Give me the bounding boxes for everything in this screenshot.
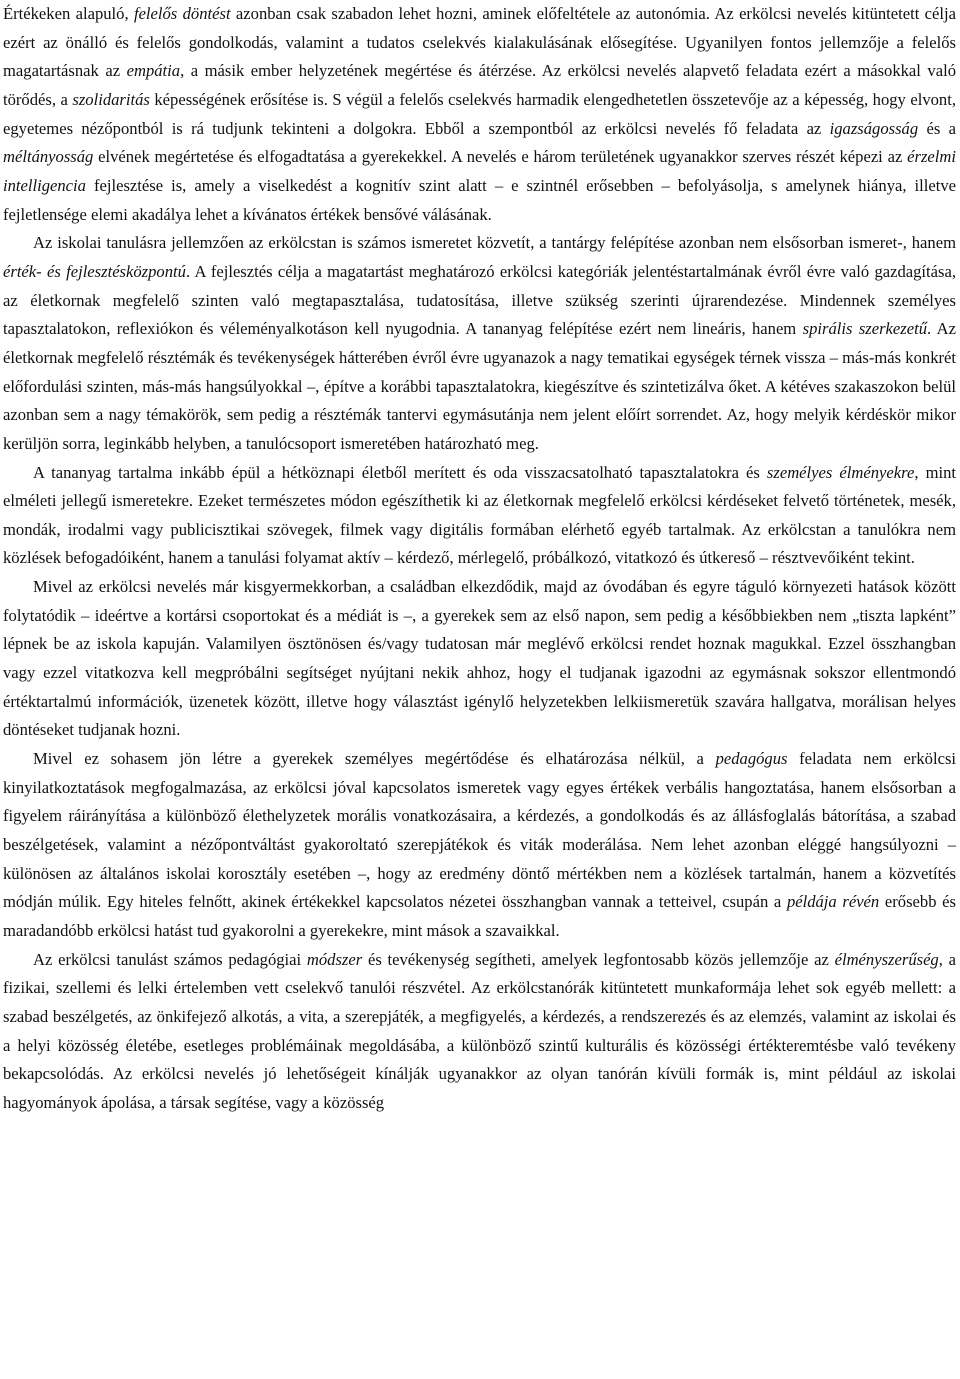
text-run: Az iskolai tanulásra jellemzően az erkölcstan is számos ismeretet közvetít, a tantárgy felépítése azonban nem elsősorban ismeret-, hanem	[33, 233, 956, 253]
emphasized-text: érték- és fejlesztésközpontú	[3, 261, 186, 281]
text-run: A tananyag tartalma inkább épül a hétköznapi életből merített és oda visszacsatolható tapasztalatokra és	[33, 462, 767, 482]
emphasized-text: módszer	[306, 949, 363, 969]
body-paragraph	[3, 459, 956, 574]
text-run: . A fejlesztés célja a magatartást meghatározó erkölcsi kategóriák jelentéstartalmának évről évre való gazdagítása, az életkornak megfelelő szinten való megtapasztalása, tudatosítása, illetve szükség szerinti újrarendezése. Mindennek személyes tapasztalatokon, reflexiókon és véleményalkotáson kell nyugodnia. A tananyag felépítése ezért nem lineáris, hanem	[3, 261, 956, 339]
text-run: elvének megértetése és elfogadtatása a gyerekekkel. A nevelés e három területének ugyanakkor szerves részét képezi az	[93, 147, 908, 167]
text-run: . Az életkornak megfelelő résztémák és tevékenységek hátterében évről évre ugyanazok a nagy tematikai egységek térnek vissza – más-más konkrét előfordulási szinten, más-más hangsúlyokkal –, építve a korábbi tapasztalatokra, kiegészítve és szintetizálva őket. A kétéves szakaszokon belül azonban sem a nagy témakörök, sem pedig a résztémák tantervi egymásutánja nem jelent előírt sorrendet. Az, hogy melyik kérdéskör mikor kerüljön sorra, leginkább helyben, a tanulócsoport ismeretében határozható meg.	[3, 319, 956, 453]
emphasized-text: méltányosság	[3, 147, 94, 167]
text-run: képességének erősítése is. S végül a felelős cselekvés harmadik elengedhetetlen összetevője az a képesség, hogy elvont, egyetemes nézőpontból is rá tudjunk tekinteni a dolgokra. Ebből a szempontból az erkölcsi nevelés fő feladata az	[3, 89, 956, 138]
text-run: Mivel ez sohasem jön létre a gyerekek személyes megértődése és elhatározása nélkül, a	[33, 749, 716, 769]
emphasized-text: spirális szerkezetű	[802, 319, 928, 339]
text-run: erősebb és maradandóbb erkölcsi hatást tud gyakorolni a gyerekekre, mint mások a szavaikkal.	[3, 892, 956, 940]
body-paragraph	[3, 745, 956, 946]
text-run: , mint elméleti jellegű ismeretekre. Ezeket természetes módon egészíthetik ki az életkornak megfelelő erkölcsi kérdéseket felvető történetek, mesék, mondák, irodalmi vagy publicisztikai szövegek, filmek vagy digitális formában elérhető egyéb tartalmak. Az erkölcstan a tanulókra nem közlések befogadóiként, hanem a tanulási folyamat aktív – kérdező, mérlegelő, próbálkozó, vitatkozó és útkereső – résztvevőiként tekint.	[3, 462, 956, 568]
emphasized-text: igazságosság	[829, 118, 919, 138]
text-run: fejlesztése is, amely a viselkedést a kognitív szint alatt – e szintnél erősebben – befolyásolja, s amelynek hiánya, illetve fejletlensége elemi akadálya lehet a kívánatos értékek bensővé válásának.	[3, 175, 956, 224]
emphasized-text: személyes élményekre	[766, 462, 915, 482]
emphasized-text: empátia	[126, 61, 181, 81]
text-run: feladata nem erkölcsi kinyilatkoztatások megfogalmazása, az erkölcsi jóval kapcsolatos ismeretek vagy egyes értékek verbális hangoztatása, hanem elsősorban a figyelem ráirányítása a különböző élethelyzetek morális vonatkozásaira, a kérdezés, a gondolkodás és az állásfoglalás bátorítása, a szabad beszélgetések, valamint a nézőpontváltást gyakoroltató szerepjátékok és viták moderálása. Nem lehet azonban eléggé hangsúlyozni – különösen az általános iskolai korosztály esetében –, hogy az eredmény döntő mértékben nem a közlések tartalmán, hanem a közvetítés módján múlik. Egy hiteles felnőtt, akinek értékekkel kapcsolatos nézetei összhangban vannak a tetteivel, csupán a	[3, 749, 957, 912]
emphasized-text: élményszerűség	[834, 949, 939, 969]
text-run: és a	[918, 118, 956, 138]
emphasized-text: felelős döntést	[133, 4, 231, 23]
body-paragraph	[3, 229, 956, 458]
emphasized-text: példája révén	[786, 892, 880, 912]
text-run: azonban csak szabadon lehet hozni, aminek előfeltétele az autonómia. Az erkölcsi nevelés kitüntetett célja ezért az önálló és felelős gondolkodás, valamint a tudatos cselekvés kialakulásának elősegítése. Ugyanilyen fontos jellemzője a felelős magatartásnak az	[3, 4, 956, 81]
text-run: és tevékenység segítheti, amelyek legfontosabb közös jellemzője az	[362, 949, 835, 969]
body-paragraph	[3, 573, 956, 745]
text-run: Értékeken alapuló,	[3, 4, 134, 23]
emphasized-text: érzelmi intelligencia	[3, 147, 956, 195]
body-paragraph	[3, 946, 956, 1118]
text-run: , a fizikai, szellemi és lelki értelemben vett cselekvő tanulói részvétel. Az erkölcstanórák kitüntetett munkaformája lehet sok egyéb mellett: a szabad beszélgetés, az önkifejező alkotás, a vita, a szerepjáték, a megfigyelés, a kérdezés, a rendszerezés és az elemzés, valamint az iskolai és a helyi közösség életébe, esetleges problémáinak megoldásába, a különböző szintű kulturális és közösségi értékteremtésbe való tevékeny bekapcsolódás. Az erkölcsi nevelés jó lehetőségeit kínálják ugyanakkor az olyan tanórán kívüli formák is, mint például az iskolai hagyományok ápolása, a társak segítése, vagy a közösség	[3, 949, 956, 1112]
body-paragraph	[3, 0, 956, 229]
text-run: Mivel az erkölcsi nevelés már kisgyermekkorban, a családban elkezdődik, majd az óvodában és egyre táguló környezeti hatások között folytatódik – ideértve a kortársi csoportokat és a médiát is –, a gyerekek sem az első napon, sem pedig a későbbiekben nem „tiszta lapként” lépnek be az iskola kapuján. Valamilyen ösztönösen és/vagy tudatosan már meglévő erkölcsi rendet hoznak magukkal. Ezzel összhangban vagy ezzel vitatkozva kell megpróbálni segítséget nyújtani nekik ahhoz, hogy el tudjanak igazodni az egymásnak sokszor ellentmondó értéktartalmú információk, üzenetek között, illetve hogy választást igénylő helyzetekben lelkiismeretük szavára hallgatva, morálisan helyes döntéseket tudjanak hozni.	[3, 577, 956, 740]
emphasized-text: szolidaritás	[72, 89, 150, 109]
text-run: Az erkölcsi tanulást számos pedagógiai	[33, 949, 307, 969]
emphasized-text: pedagógus	[715, 749, 788, 769]
document-page	[3, 0, 956, 1118]
text-run: , a másik ember helyzetének megértése és átérzése. Az erkölcsi nevelés alapvető feladata ezért a másokkal való törődés, a	[3, 61, 956, 109]
